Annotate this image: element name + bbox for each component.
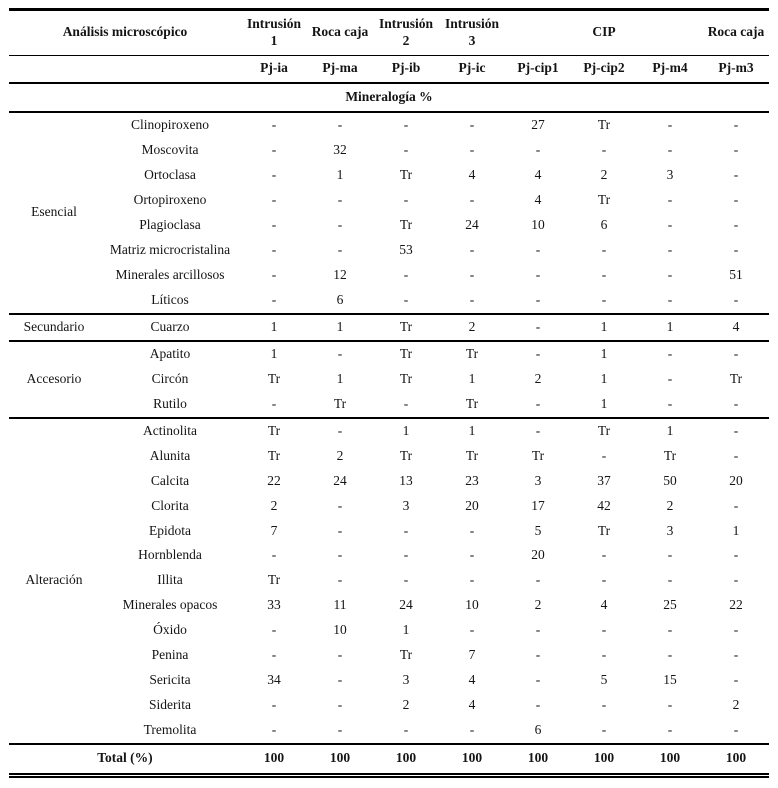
mineral-value: Tr bbox=[241, 418, 307, 444]
mineral-value: 1 bbox=[732, 522, 740, 538]
sample-code-pj-m4: Pj-m4 bbox=[637, 55, 703, 82]
mineral-value: 1 bbox=[468, 370, 476, 386]
mineral-value: - bbox=[703, 418, 769, 444]
mineral-value: - bbox=[637, 341, 703, 367]
mineral-value: - bbox=[733, 622, 739, 638]
total-label: Total (%) bbox=[9, 744, 241, 775]
mineral-value: - bbox=[667, 395, 673, 411]
mineral-value: - bbox=[403, 191, 409, 207]
mineral-value: 1 bbox=[241, 314, 307, 341]
mineral-value: 1 bbox=[307, 314, 373, 341]
mineral-name: Actinolita bbox=[99, 418, 241, 444]
mineral-value: - bbox=[505, 341, 571, 367]
mineral-value: - bbox=[469, 291, 475, 307]
mineral-value: 24 bbox=[465, 216, 479, 232]
mineral-name: Alunita bbox=[149, 447, 191, 463]
mineral-value: 6 bbox=[534, 722, 542, 738]
group-label: Alteración bbox=[9, 418, 99, 744]
mineral-value: 1 bbox=[571, 314, 637, 341]
mineral-value: 25 bbox=[663, 597, 677, 613]
mineral-name: Rutilo bbox=[153, 395, 187, 411]
mineral-value: - bbox=[337, 497, 343, 513]
mineral-value: - bbox=[535, 647, 541, 663]
mineral-value: - bbox=[667, 216, 673, 232]
mineral-value: Tr bbox=[373, 314, 439, 341]
mineral-value: - bbox=[667, 722, 673, 738]
mineral-value: 6 bbox=[336, 291, 344, 307]
mineral-value: - bbox=[535, 395, 541, 411]
mineral-value: - bbox=[733, 241, 739, 257]
mineral-value: 20 bbox=[729, 472, 743, 488]
mineral-value: 15 bbox=[663, 672, 677, 688]
sample-code-pj-cip1: Pj-cip1 bbox=[505, 55, 571, 82]
mineral-name: Moscovita bbox=[141, 141, 199, 157]
mineral-value: 1 bbox=[241, 341, 307, 367]
mineral-value: 10 bbox=[465, 597, 479, 613]
mineral-row bbox=[9, 643, 769, 668]
mineral-value: - bbox=[271, 241, 277, 257]
mineral-value: - bbox=[505, 418, 571, 444]
mineral-value: - bbox=[469, 547, 475, 563]
mineral-value: - bbox=[403, 395, 409, 411]
mineral-value: - bbox=[667, 241, 673, 257]
mineral-value: Tr bbox=[333, 395, 347, 411]
mineral-value: - bbox=[601, 622, 607, 638]
mineral-value: 3 bbox=[534, 472, 542, 488]
mineral-value: - bbox=[601, 647, 607, 663]
mineral-value: 32 bbox=[333, 141, 347, 157]
sample-code-pj-ia: Pj-ia bbox=[241, 55, 307, 82]
mineral-name: Minerales arcillosos bbox=[115, 266, 225, 282]
mineral-name: Cuarzo bbox=[99, 314, 241, 341]
mineral-value: - bbox=[271, 141, 277, 157]
mineral-value: 4 bbox=[468, 672, 476, 688]
mineral-value: 24 bbox=[333, 472, 347, 488]
mineral-value: - bbox=[271, 191, 277, 207]
sample-code-pj-ib: Pj-ib bbox=[373, 55, 439, 82]
mineral-value: 53 bbox=[399, 241, 413, 257]
mineral-value: 1 bbox=[600, 370, 608, 386]
mineral-value: - bbox=[637, 112, 703, 138]
sample-code-pj-cip2: Pj-cip2 bbox=[571, 55, 637, 82]
mineral-value: 2 bbox=[600, 166, 608, 182]
mineral-value: - bbox=[439, 112, 505, 138]
mineral-value: - bbox=[271, 266, 277, 282]
mineral-value: 4 bbox=[468, 697, 476, 713]
mineral-value: Tr bbox=[729, 370, 743, 386]
mineral-value: Tr bbox=[399, 166, 413, 182]
mineral-value: - bbox=[535, 672, 541, 688]
mineral-value: - bbox=[733, 291, 739, 307]
mineral-value: - bbox=[535, 141, 541, 157]
mineral-value: 23 bbox=[465, 472, 479, 488]
mineral-value: 12 bbox=[333, 266, 347, 282]
mineral-value: - bbox=[469, 266, 475, 282]
mineral-value: - bbox=[601, 241, 607, 257]
total-value: 100 bbox=[373, 744, 439, 775]
mineral-value: 22 bbox=[267, 472, 281, 488]
mineral-value: 1 bbox=[637, 418, 703, 444]
mineral-value: - bbox=[337, 547, 343, 563]
mineral-row bbox=[9, 718, 769, 744]
mineral-value: - bbox=[469, 522, 475, 538]
mineral-row bbox=[9, 112, 769, 138]
mineral-value: - bbox=[337, 672, 343, 688]
mineral-name: Penina bbox=[151, 647, 189, 663]
mineral-value: 10 bbox=[531, 216, 545, 232]
mineral-value: 4 bbox=[468, 166, 476, 182]
mineral-value: 7 bbox=[270, 522, 278, 538]
mineral-value: 4 bbox=[534, 166, 542, 182]
mineral-value: - bbox=[403, 547, 409, 563]
mineral-value: - bbox=[733, 191, 739, 207]
mineral-value: - bbox=[703, 112, 769, 138]
mineral-name: Apatito bbox=[99, 341, 241, 367]
mineral-value: - bbox=[271, 622, 277, 638]
mineral-value: - bbox=[667, 572, 673, 588]
mineral-value: - bbox=[403, 722, 409, 738]
column-group-cip: CIP bbox=[505, 10, 703, 56]
mineral-value: Tr bbox=[373, 341, 439, 367]
mineral-row bbox=[9, 288, 769, 314]
mineral-value: - bbox=[469, 722, 475, 738]
mineral-row bbox=[9, 518, 769, 543]
mineral-value: - bbox=[403, 522, 409, 538]
mineral-value: Tr bbox=[399, 370, 413, 386]
mineral-value: - bbox=[271, 166, 277, 182]
group-label: Esencial bbox=[9, 112, 99, 314]
mineral-value: - bbox=[535, 291, 541, 307]
mineral-value: - bbox=[535, 241, 541, 257]
mineral-value: Tr bbox=[399, 447, 413, 463]
mineral-value: 2 bbox=[666, 497, 674, 513]
mineral-value: 4 bbox=[534, 191, 542, 207]
mineral-value: - bbox=[733, 647, 739, 663]
mineral-value: Tr bbox=[663, 447, 677, 463]
mineral-row bbox=[9, 263, 769, 288]
mineral-value: - bbox=[403, 291, 409, 307]
mineral-value: Tr bbox=[267, 447, 281, 463]
mineral-name: Clorita bbox=[151, 497, 189, 513]
mineral-value: - bbox=[733, 497, 739, 513]
mineral-value: 20 bbox=[531, 547, 545, 563]
mineral-value: - bbox=[733, 216, 739, 232]
mineral-value: - bbox=[667, 141, 673, 157]
mineral-name: Minerales opacos bbox=[122, 597, 218, 613]
mineral-name: Matriz microcristalina bbox=[109, 241, 231, 257]
mineral-name: Ortopiroxeno bbox=[133, 191, 207, 207]
mineral-value: - bbox=[601, 291, 607, 307]
mineral-value: 13 bbox=[399, 472, 413, 488]
mineral-value: 3 bbox=[402, 497, 410, 513]
mineral-value: 2 bbox=[402, 697, 410, 713]
mineral-value: - bbox=[733, 141, 739, 157]
mineral-value: - bbox=[307, 112, 373, 138]
mineral-value: - bbox=[307, 418, 373, 444]
mineral-row bbox=[9, 314, 769, 341]
mineral-row bbox=[9, 238, 769, 263]
mineral-value: - bbox=[337, 722, 343, 738]
mineral-value: 2 bbox=[534, 370, 542, 386]
mineral-name: Clinopiroxeno bbox=[99, 112, 241, 138]
column-group-roca-caja-1: Roca caja bbox=[307, 10, 373, 56]
mineral-value: - bbox=[601, 447, 607, 463]
sample-code-pj-ic: Pj-ic bbox=[439, 55, 505, 82]
mineral-value: Tr bbox=[399, 647, 413, 663]
mineral-name: Circón bbox=[151, 370, 189, 386]
mineral-value: 27 bbox=[505, 112, 571, 138]
mineral-row bbox=[9, 494, 769, 519]
column-group-intrusion-2: Intrusión 2 bbox=[373, 10, 439, 56]
mineral-value: 2 bbox=[336, 447, 344, 463]
mineral-row bbox=[9, 392, 769, 418]
mineral-row bbox=[9, 593, 769, 618]
mineral-value: - bbox=[337, 572, 343, 588]
mineral-value: Tr bbox=[465, 395, 479, 411]
mineral-name: Calcita bbox=[150, 472, 190, 488]
mineral-row bbox=[9, 543, 769, 568]
mineral-value: - bbox=[667, 697, 673, 713]
group-label: Secundario bbox=[9, 314, 99, 341]
mineral-value: - bbox=[733, 672, 739, 688]
mineral-value: 1 bbox=[402, 622, 410, 638]
header-row-sample-codes bbox=[9, 55, 769, 82]
mineral-value: - bbox=[667, 291, 673, 307]
mineral-value: - bbox=[667, 191, 673, 207]
column-group-intrusion-3: Intrusión 3 bbox=[439, 10, 505, 56]
mineral-value: - bbox=[667, 647, 673, 663]
mineral-value: Tr bbox=[531, 447, 545, 463]
mineral-value: - bbox=[535, 572, 541, 588]
mineral-name: Líticos bbox=[151, 291, 189, 307]
mineral-value: Tr bbox=[597, 522, 611, 538]
mineral-row bbox=[9, 163, 769, 188]
mineral-value: 1 bbox=[637, 314, 703, 341]
mineral-value: - bbox=[271, 547, 277, 563]
mineral-value: - bbox=[535, 266, 541, 282]
mineral-value: - bbox=[469, 622, 475, 638]
mineral-value: 22 bbox=[729, 597, 743, 613]
total-value: 100 bbox=[703, 744, 769, 775]
mineral-value: - bbox=[733, 722, 739, 738]
mineral-value: - bbox=[733, 547, 739, 563]
mineral-row bbox=[9, 618, 769, 643]
mineral-value: 5 bbox=[600, 672, 608, 688]
mineral-name: Sericita bbox=[149, 672, 191, 688]
mineral-value: Tr bbox=[267, 572, 281, 588]
header-row-sample-groups bbox=[9, 10, 769, 56]
mineral-value: 5 bbox=[534, 522, 542, 538]
mineral-value: 11 bbox=[333, 597, 347, 613]
mineral-value: - bbox=[667, 622, 673, 638]
mineral-value: - bbox=[733, 572, 739, 588]
mineral-row bbox=[9, 213, 769, 238]
mineral-value: 51 bbox=[729, 266, 743, 282]
total-value: 100 bbox=[439, 744, 505, 775]
mineral-value: - bbox=[469, 141, 475, 157]
mineral-value: - bbox=[271, 722, 277, 738]
mineral-value: - bbox=[505, 314, 571, 341]
mineral-value: - bbox=[337, 191, 343, 207]
mineral-value: 6 bbox=[600, 216, 608, 232]
mineral-value: Tr bbox=[267, 370, 281, 386]
empty-header-cell bbox=[9, 55, 241, 82]
mineral-name: Epidota bbox=[149, 522, 191, 538]
total-value: 100 bbox=[571, 744, 637, 775]
mineral-value: 34 bbox=[267, 672, 281, 688]
mineral-name: Illita bbox=[157, 572, 183, 588]
mineral-value: - bbox=[601, 697, 607, 713]
mineral-name: Hornblenda bbox=[138, 547, 202, 563]
mineral-value: - bbox=[337, 522, 343, 538]
mineral-row bbox=[9, 188, 769, 213]
mineral-value: 33 bbox=[267, 597, 281, 613]
mineral-value: - bbox=[733, 166, 739, 182]
column-group-intrusion-1: Intrusión 1 bbox=[241, 10, 307, 56]
mineral-value: - bbox=[271, 216, 277, 232]
mineral-value: 37 bbox=[597, 472, 611, 488]
mineral-value: Tr bbox=[571, 418, 637, 444]
total-row bbox=[9, 744, 769, 775]
mineral-value: - bbox=[403, 141, 409, 157]
mineral-value: Tr bbox=[439, 341, 505, 367]
mineral-value: 10 bbox=[333, 622, 347, 638]
mineral-value: - bbox=[469, 241, 475, 257]
group-label: Accesorio bbox=[9, 341, 99, 418]
mineral-value: - bbox=[337, 241, 343, 257]
mineral-row bbox=[9, 138, 769, 163]
mineral-name: Siderita bbox=[149, 697, 191, 713]
mineral-value: - bbox=[535, 622, 541, 638]
mineral-value: - bbox=[667, 266, 673, 282]
mineral-value: Tr bbox=[465, 447, 479, 463]
mineral-value: 2 bbox=[534, 597, 542, 613]
sample-code-pj-m3: Pj-m3 bbox=[703, 55, 769, 82]
mineral-value: - bbox=[733, 447, 739, 463]
mineral-value: 50 bbox=[663, 472, 677, 488]
mineral-value: - bbox=[667, 547, 673, 563]
mineral-value: 3 bbox=[402, 672, 410, 688]
mineral-value: 1 bbox=[600, 395, 608, 411]
mineral-name: Óxido bbox=[153, 622, 187, 638]
mineral-row bbox=[9, 469, 769, 494]
mineral-value: - bbox=[601, 547, 607, 563]
mineral-value: - bbox=[337, 647, 343, 663]
mineral-value: 3 bbox=[666, 522, 674, 538]
mineral-value: - bbox=[469, 191, 475, 207]
mineral-value: 24 bbox=[399, 597, 413, 613]
mineral-value: 17 bbox=[531, 497, 545, 513]
total-value: 100 bbox=[637, 744, 703, 775]
mineral-name: Ortoclasa bbox=[144, 166, 196, 182]
mineral-value: 2 bbox=[439, 314, 505, 341]
mineral-value: 3 bbox=[666, 166, 674, 182]
mineral-row bbox=[9, 693, 769, 718]
mineral-value: - bbox=[271, 697, 277, 713]
mineral-value: - bbox=[307, 341, 373, 367]
mineral-name: Tremolita bbox=[143, 722, 197, 738]
mineral-row bbox=[9, 444, 769, 469]
mineral-value: - bbox=[241, 112, 307, 138]
mineralogy-table bbox=[9, 8, 769, 778]
mineral-value: - bbox=[667, 370, 673, 386]
mineral-value: 1 bbox=[439, 418, 505, 444]
mineral-value: Tr bbox=[399, 216, 413, 232]
mineral-value: 7 bbox=[468, 647, 476, 663]
mineral-value: 1 bbox=[571, 341, 637, 367]
mineral-value: - bbox=[535, 697, 541, 713]
mineral-value: 20 bbox=[465, 497, 479, 513]
section-title: Mineralogía % bbox=[9, 83, 769, 112]
analysis-type-header: Análisis microscópico bbox=[9, 10, 241, 56]
mineral-value: - bbox=[271, 647, 277, 663]
mineral-value: - bbox=[601, 722, 607, 738]
mineral-value: 1 bbox=[373, 418, 439, 444]
mineral-row bbox=[9, 367, 769, 392]
mineral-value: - bbox=[337, 216, 343, 232]
mineral-value: - bbox=[703, 341, 769, 367]
mineral-value: - bbox=[601, 572, 607, 588]
total-value: 100 bbox=[241, 744, 307, 775]
mineral-value: Tr bbox=[571, 112, 637, 138]
mineral-row bbox=[9, 568, 769, 593]
mineral-value: - bbox=[601, 266, 607, 282]
mineral-value: 1 bbox=[336, 166, 344, 182]
total-value: 100 bbox=[505, 744, 571, 775]
mineral-value: - bbox=[271, 395, 277, 411]
total-value: 100 bbox=[307, 744, 373, 775]
mineral-value: 4 bbox=[703, 314, 769, 341]
sample-code-pj-ma: Pj-ma bbox=[307, 55, 373, 82]
mineral-row bbox=[9, 668, 769, 693]
mineral-value: - bbox=[403, 572, 409, 588]
mineral-row bbox=[9, 418, 769, 444]
mineral-value: - bbox=[271, 291, 277, 307]
mineral-value: 2 bbox=[270, 497, 278, 513]
mineral-value: - bbox=[733, 395, 739, 411]
column-group-roca-caja-2: Roca caja bbox=[703, 10, 769, 56]
mineral-value: Tr bbox=[597, 191, 611, 207]
mineral-value: 4 bbox=[600, 597, 608, 613]
mineral-value: - bbox=[403, 266, 409, 282]
mineral-value: - bbox=[337, 697, 343, 713]
mineral-value: - bbox=[469, 572, 475, 588]
mineral-value: 42 bbox=[597, 497, 611, 513]
mineral-name: Plagioclasa bbox=[139, 216, 201, 232]
mineral-value: - bbox=[601, 141, 607, 157]
mineral-row bbox=[9, 341, 769, 367]
mineral-value: 2 bbox=[732, 697, 740, 713]
section-title-row bbox=[9, 83, 769, 112]
mineral-value: - bbox=[373, 112, 439, 138]
mineral-value: 1 bbox=[336, 370, 344, 386]
